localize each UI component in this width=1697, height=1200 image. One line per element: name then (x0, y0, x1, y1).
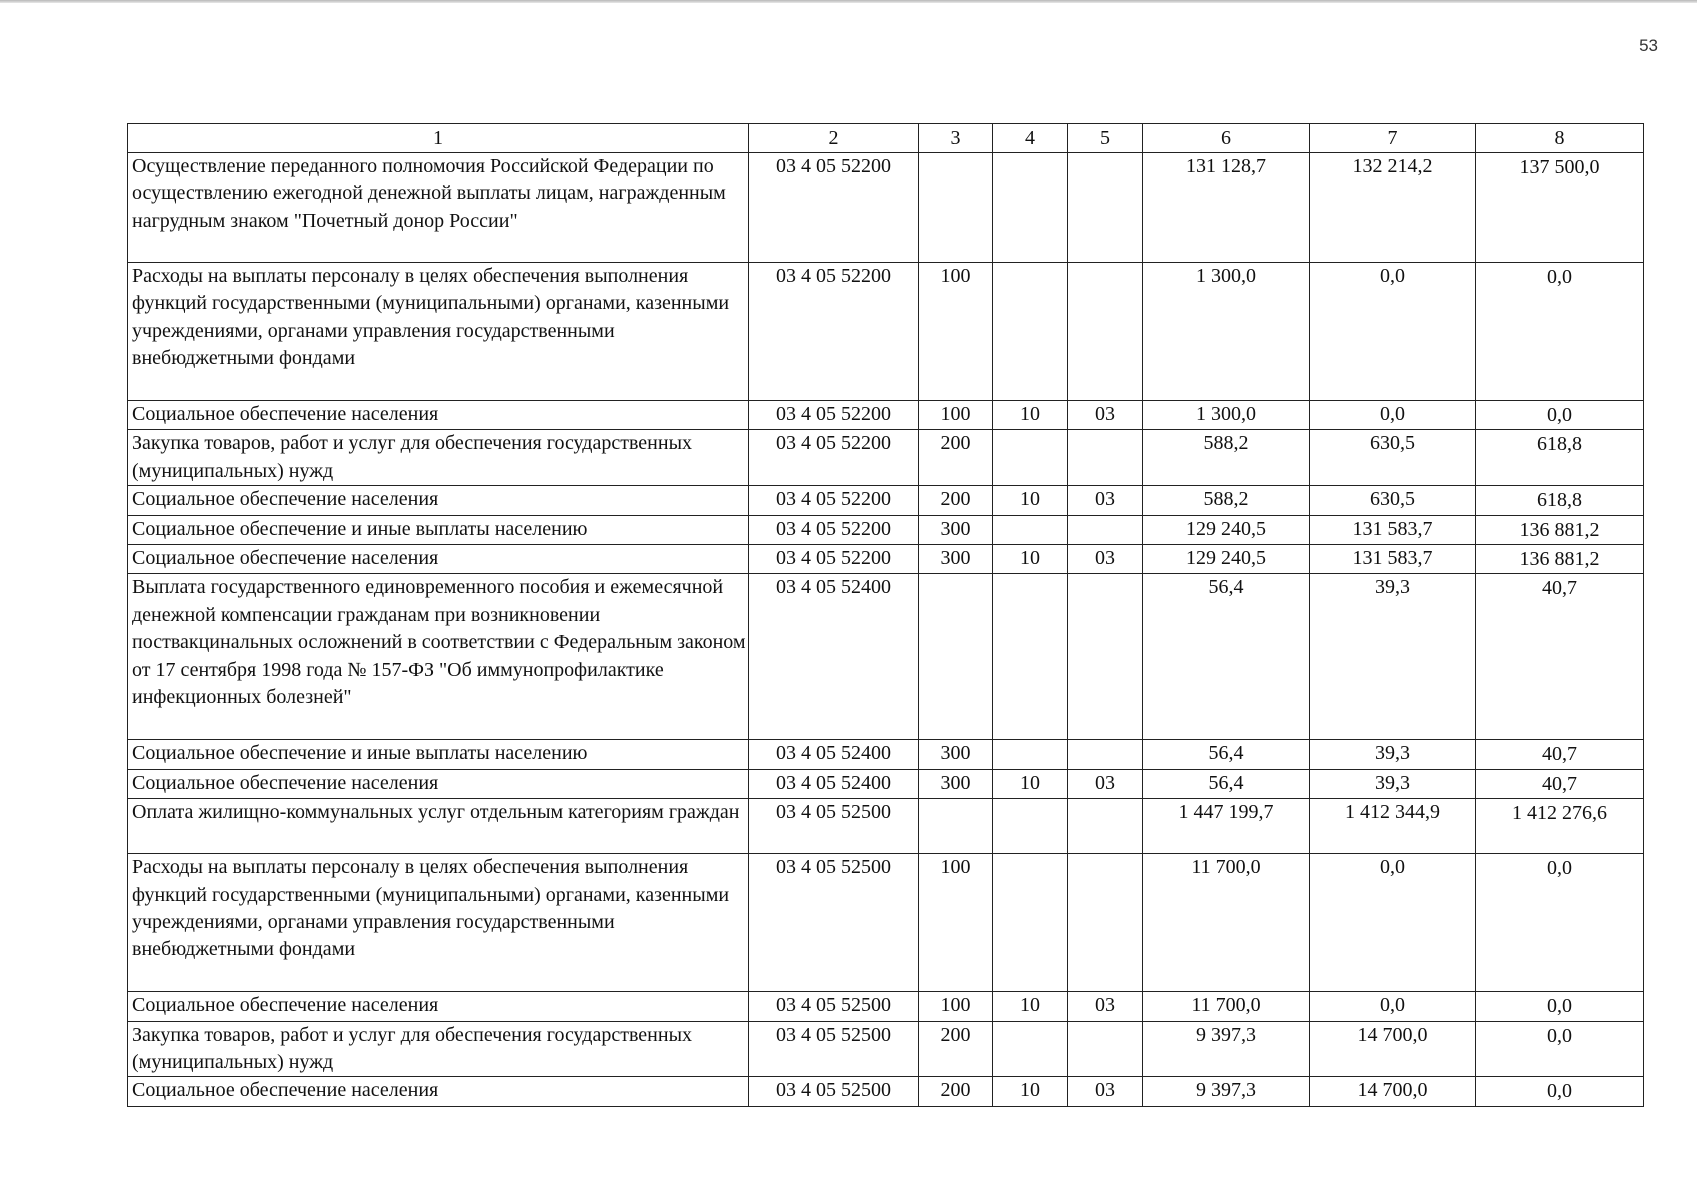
row-expense-type-cell: 200 (919, 486, 993, 515)
row-name-cell: Осуществление переданного полномочия Российской Федерации по осуществлению ежегодной денежной выплаты лицам, награжденным нагрудным знаком "Почетный донор России" (128, 153, 749, 263)
row-amount-col8-cell: 0,0 (1476, 1077, 1644, 1106)
header-col-6: 6 (1143, 124, 1310, 153)
row-section-cell (993, 854, 1068, 992)
row-code-cell: 03 4 05 52500 (749, 1077, 919, 1106)
row-section-cell: 10 (993, 769, 1068, 798)
table-row (128, 515, 1644, 544)
row-amount-col8-cell: 1 412 276,6 (1476, 799, 1644, 854)
row-amount-col8-cell: 40,7 (1476, 740, 1644, 769)
table-row (128, 263, 1644, 401)
page-number: 53 (1639, 36, 1658, 55)
row-amount-col8-cell: 40,7 (1476, 769, 1644, 798)
row-amount-col7-cell: 630,5 (1310, 430, 1476, 486)
row-amount-col7-cell: 0,0 (1310, 854, 1476, 992)
header-col-8: 8 (1476, 124, 1644, 153)
row-amount-col6-cell: 56,4 (1143, 740, 1310, 769)
row-subsection-cell: 03 (1068, 769, 1143, 798)
row-amount-col7-cell: 14 700,0 (1310, 1077, 1476, 1106)
table-header-row (128, 124, 1644, 153)
row-name-cell: Социальное обеспечение и иные выплаты населению (128, 740, 749, 769)
row-expense-type-cell: 300 (919, 515, 993, 544)
row-amount-col8-cell: 618,8 (1476, 486, 1644, 515)
row-subsection-cell (1068, 515, 1143, 544)
row-amount-col8-cell: 136 881,2 (1476, 515, 1644, 544)
row-amount-col6-cell: 9 397,3 (1143, 1021, 1310, 1077)
row-section-cell: 10 (993, 545, 1068, 574)
row-amount-col6-cell: 588,2 (1143, 430, 1310, 486)
row-subsection-cell: 03 (1068, 486, 1143, 515)
row-amount-col6-cell: 11 700,0 (1143, 992, 1310, 1021)
header-col-4: 4 (993, 124, 1068, 153)
row-code-cell: 03 4 05 52200 (749, 153, 919, 263)
row-expense-type-cell: 300 (919, 769, 993, 798)
row-subsection-cell (1068, 430, 1143, 486)
row-amount-col7-cell: 131 583,7 (1310, 515, 1476, 544)
row-name-cell: Социальное обеспечение и иные выплаты населению (128, 515, 749, 544)
row-section-cell: 10 (993, 486, 1068, 515)
row-code-cell: 03 4 05 52200 (749, 401, 919, 430)
table-row (128, 799, 1644, 854)
row-amount-col6-cell: 56,4 (1143, 574, 1310, 740)
row-amount-col6-cell: 1 447 199,7 (1143, 799, 1310, 854)
row-section-cell (993, 799, 1068, 854)
row-name-cell: Закупка товаров, работ и услуг для обеспечения государственных (муниципальных) нужд (128, 1021, 749, 1077)
table-row (128, 1077, 1644, 1106)
row-subsection-cell: 03 (1068, 992, 1143, 1021)
row-section-cell (993, 574, 1068, 740)
row-amount-col6-cell: 56,4 (1143, 769, 1310, 798)
row-amount-col8-cell: 137 500,0 (1476, 153, 1644, 263)
row-expense-type-cell: 100 (919, 401, 993, 430)
row-section-cell (993, 430, 1068, 486)
row-amount-col7-cell: 39,3 (1310, 740, 1476, 769)
row-expense-type-cell: 200 (919, 1077, 993, 1106)
row-expense-type-cell (919, 799, 993, 854)
row-expense-type-cell: 200 (919, 430, 993, 486)
row-subsection-cell: 03 (1068, 401, 1143, 430)
row-amount-col8-cell: 0,0 (1476, 263, 1644, 401)
row-section-cell: 10 (993, 401, 1068, 430)
table-row (128, 486, 1644, 515)
table-row (128, 401, 1644, 430)
row-code-cell: 03 4 05 52500 (749, 854, 919, 992)
table-row (128, 740, 1644, 769)
table-row (128, 992, 1644, 1021)
row-amount-col7-cell: 0,0 (1310, 992, 1476, 1021)
row-expense-type-cell: 100 (919, 263, 993, 401)
row-name-cell: Выплата государственного единовременного пособия и ежемесячной денежной компенсации гражданам при возникновении поствакцинальных осложнений в соответствии с Федеральным законом от 17 сентября 1998 года № 157-ФЗ "Об иммунопрофилактике инфекционных болезней" (128, 574, 749, 740)
row-name-cell: Оплата жилищно-коммунальных услуг отдельным категориям граждан (128, 799, 749, 854)
row-subsection-cell: 03 (1068, 1077, 1143, 1106)
row-amount-col8-cell: 618,8 (1476, 430, 1644, 486)
row-expense-type-cell (919, 574, 993, 740)
row-code-cell: 03 4 05 52500 (749, 799, 919, 854)
row-amount-col6-cell: 11 700,0 (1143, 854, 1310, 992)
row-name-cell: Социальное обеспечение населения (128, 769, 749, 798)
row-code-cell: 03 4 05 52200 (749, 486, 919, 515)
row-expense-type-cell: 100 (919, 854, 993, 992)
row-amount-col7-cell: 1 412 344,9 (1310, 799, 1476, 854)
row-code-cell: 03 4 05 52200 (749, 515, 919, 544)
header-col-3: 3 (919, 124, 993, 153)
row-amount-col7-cell: 39,3 (1310, 574, 1476, 740)
header-col-5: 5 (1068, 124, 1143, 153)
row-name-cell: Социальное обеспечение населения (128, 401, 749, 430)
row-section-cell (993, 1021, 1068, 1077)
row-code-cell: 03 4 05 52500 (749, 1021, 919, 1077)
row-name-cell: Социальное обеспечение населения (128, 486, 749, 515)
row-amount-col8-cell: 40,7 (1476, 574, 1644, 740)
header-col-2: 2 (749, 124, 919, 153)
header-col-1: 1 (128, 124, 749, 153)
row-name-cell: Социальное обеспечение населения (128, 992, 749, 1021)
row-code-cell: 03 4 05 52200 (749, 263, 919, 401)
row-subsection-cell (1068, 854, 1143, 992)
row-amount-col7-cell: 132 214,2 (1310, 153, 1476, 263)
header-col-7: 7 (1310, 124, 1476, 153)
row-amount-col7-cell: 0,0 (1310, 401, 1476, 430)
table-row (128, 545, 1644, 574)
row-code-cell: 03 4 05 52400 (749, 769, 919, 798)
row-section-cell: 10 (993, 1077, 1068, 1106)
row-amount-col6-cell: 9 397,3 (1143, 1077, 1310, 1106)
row-code-cell: 03 4 05 52400 (749, 740, 919, 769)
row-amount-col8-cell: 0,0 (1476, 1021, 1644, 1077)
row-section-cell (993, 153, 1068, 263)
row-expense-type-cell (919, 153, 993, 263)
row-subsection-cell (1068, 574, 1143, 740)
row-section-cell (993, 740, 1068, 769)
row-amount-col7-cell: 14 700,0 (1310, 1021, 1476, 1077)
row-code-cell: 03 4 05 52200 (749, 430, 919, 486)
row-code-cell: 03 4 05 52500 (749, 992, 919, 1021)
scan-top-edge (0, 0, 1697, 3)
row-amount-col7-cell: 131 583,7 (1310, 545, 1476, 574)
row-code-cell: 03 4 05 52200 (749, 545, 919, 574)
row-amount-col8-cell: 0,0 (1476, 992, 1644, 1021)
budget-table (127, 123, 1644, 1107)
row-subsection-cell (1068, 740, 1143, 769)
row-amount-col6-cell: 131 128,7 (1143, 153, 1310, 263)
row-subsection-cell (1068, 799, 1143, 854)
row-name-cell: Расходы на выплаты персоналу в целях обеспечения выполнения функций государственными (муниципальными) органами, казенными учреждениями, органами управления государственными внебюджетными фондами (128, 854, 749, 992)
table-row (128, 430, 1644, 486)
table-row (128, 769, 1644, 798)
row-amount-col6-cell: 1 300,0 (1143, 263, 1310, 401)
table-row (128, 574, 1644, 740)
row-amount-col8-cell: 0,0 (1476, 401, 1644, 430)
row-amount-col6-cell: 129 240,5 (1143, 515, 1310, 544)
row-name-cell: Социальное обеспечение населения (128, 545, 749, 574)
row-amount-col8-cell: 0,0 (1476, 854, 1644, 992)
row-amount-col7-cell: 0,0 (1310, 263, 1476, 401)
row-expense-type-cell: 200 (919, 1021, 993, 1077)
table-row (128, 1021, 1644, 1077)
row-expense-type-cell: 300 (919, 740, 993, 769)
row-name-cell: Расходы на выплаты персоналу в целях обеспечения выполнения функций государственными (муниципальными) органами, казенными учреждениями, органами управления государственными внебюджетными фондами (128, 263, 749, 401)
row-subsection-cell: 03 (1068, 545, 1143, 574)
row-expense-type-cell: 100 (919, 992, 993, 1021)
row-name-cell: Социальное обеспечение населения (128, 1077, 749, 1106)
row-section-cell (993, 263, 1068, 401)
row-expense-type-cell: 300 (919, 545, 993, 574)
row-subsection-cell (1068, 263, 1143, 401)
row-subsection-cell (1068, 153, 1143, 263)
row-name-cell: Закупка товаров, работ и услуг для обеспечения государственных (муниципальных) нужд (128, 430, 749, 486)
table-row (128, 854, 1644, 992)
row-amount-col6-cell: 1 300,0 (1143, 401, 1310, 430)
table-row (128, 153, 1644, 263)
row-amount-col7-cell: 630,5 (1310, 486, 1476, 515)
row-amount-col8-cell: 136 881,2 (1476, 545, 1644, 574)
row-amount-col7-cell: 39,3 (1310, 769, 1476, 798)
row-section-cell: 10 (993, 992, 1068, 1021)
row-amount-col6-cell: 129 240,5 (1143, 545, 1310, 574)
row-section-cell (993, 515, 1068, 544)
row-amount-col6-cell: 588,2 (1143, 486, 1310, 515)
row-subsection-cell (1068, 1021, 1143, 1077)
row-code-cell: 03 4 05 52400 (749, 574, 919, 740)
